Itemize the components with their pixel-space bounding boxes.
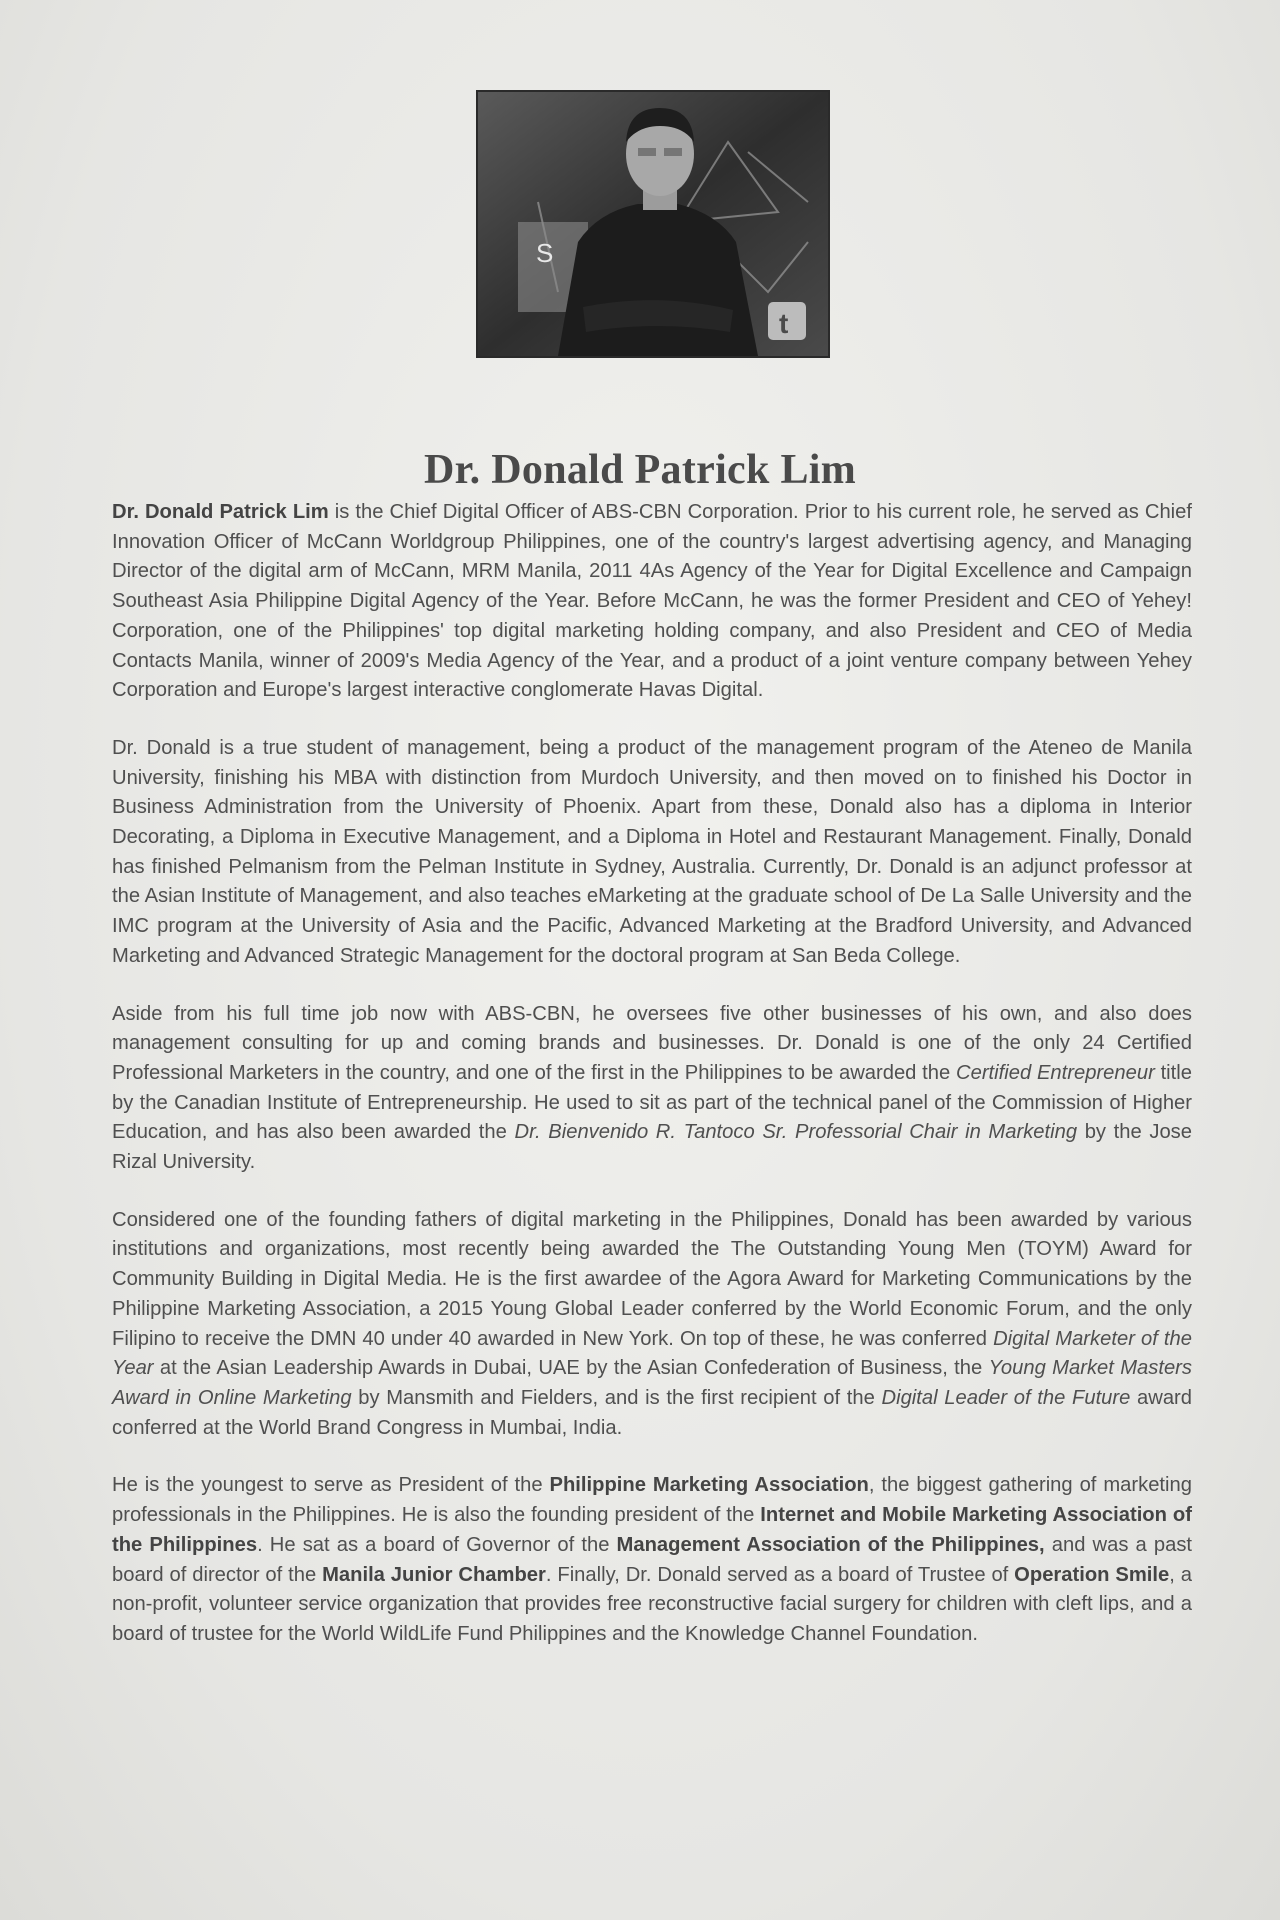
biography-text [112,498,1192,1678]
paragraph-4 [112,1206,1192,1444]
portrait-photo [476,90,830,358]
p4-italic-3: Digital Leader of the Future [881,1386,1131,1409]
p3-text-1: Aside from his full time job now with ABS-CBN, he oversees five other businesses of his own, and also does management consulting for up and coming brands and businesses. Dr. Donald is one of the only 24 Certified Professional Marketers in the country, and one of the first in the Philippines to be awarded the [112,1002,1192,1084]
paragraph-2: Dr. Donald is a true student of management, being a product of the management program of the Ateneo de Manila University, finishing his MBA with distinction from Murdoch University, and then moved on to finished his Doctor in Business Administration from the University of Phoenix. Apart from these, Donald also has a diploma in Interior Decorating, a Diploma in Executive Management, and a Diploma in Hotel and Restaurant Management. Finally, Donald has finished Pelmanism from the Pelman Institute in Sydney, Australia. Currently, Dr. Donald is an adjunct professor at the Asian Institute of Management, and also teaches eMarketing at the graduate school of De La Salle University and the IMC program at the University of Asia and the Pacific, Advanced Marketing at the Bradford University, and Advanced Marketing and Advanced Strategic Management for the doctoral program at San Beda College. [112,736,1192,967]
p5-text-3: . He sat as a board of Governor of the [257,1533,617,1556]
p5-bold-1: Philippine Marketing Association [549,1474,869,1497]
p5-text-5: . Finally, Dr. Donald served as a board of Trustee of [545,1563,1015,1586]
p4-text-3: by Mansmith and Fielders, and is the first recipient of the [351,1386,882,1409]
p5-bold-3: Management Association of the Philippines, [616,1533,1045,1556]
p3-text-2: title by the Canadian Institute of Entrepreneurship. He used to sit as part of the technical panel of the Commission of Higher Education, and has also been awarded the [112,1061,1192,1144]
p5-text-4: and was a past board of director of the [112,1533,1193,1586]
portrait-image [478,92,828,356]
paragraph-3 [112,1000,1192,1178]
sign-letter: S [536,238,554,268]
p5-text-1: He is the youngest to serve as President of the [112,1474,550,1497]
p4-text-1: Considered one of the founding fathers of digital marketing in the Philippines, Donald has been awarded by various institutions and organizations, most recently being awarded the The Outstanding Young Men (TOYM) Award for Community Building in Digital Media. He is the first awardee of the Agora Award for Marketing Communications by the Philippine Marketing Association, a 2015 Young Global Leader conferred by the World Economic Forum, and the only Filipino to receive the DMN 40 under 40 awarded in New York. On top of these, he was conferred [112,1208,1192,1350]
p4-italic-1: Digital Marketer of the Year [112,1327,1192,1380]
p4-italic-2: Young Market Masters Award in Online Marketing [112,1357,1193,1409]
name-bold: Dr. Donald Patrick Lim [112,501,329,523]
p5-bold-5: Operation Smile [1014,1563,1170,1586]
paragraph-5 [112,1471,1192,1649]
badge-letter: t [779,308,789,339]
paragraph-1-text: is the Chief Digital Officer of ABS-CBN Corporation. Prior to his current role, he served as Chief Innovation Officer of McCann Worldgroup Philippines, one of the country's largest advertising agency, and Managing Director of the digital arm of McCann, MRM Manila, 2011 4As Agency of the Year for Digital Excellence and Campaign Southeast Asia Philippine Digital Agency of the Year. Before McCann, he was the former President and CEO of Yehey! Corporation, one of the Philippines' top digital marketing holding company, and also President and CEO of Media Contacts Manila, winner of 2009's Media Agency of the Year, and a product of a joint venture company between Yehey Corporation and Europe's largest interactive conglomerate Havas Digital. [112,501,1193,702]
p3-text-3: by the Jose Rizal University. [112,1121,1192,1174]
page-title: Dr. Donald Patrick Lim [423,447,857,494]
p3-italic-2: Dr. Bienvenido R. Tantoco Sr. Professorial Chair in Marketing [514,1121,1078,1144]
p4-text-4: award conferred at the World Brand Congress in Mumbai, India. [112,1386,1193,1439]
p4-text-2: at the Asian Leadership Awards in Dubai, UAE by the Asian Confederation of Business, the [153,1357,989,1380]
p5-text-6: , a non-profit, volunteer service organization that provides free reconstructive facial surgery for children with cleft lips, and a board of trustee for the World WildLife Fund Philippines and the Knowledge Channel Foundation. [112,1563,1192,1645]
p3-italic-1: Certified Entrepreneur [956,1061,1155,1084]
p5-bold-4: Manila Junior Chamber [322,1563,546,1586]
p5-bold-2: Internet and Mobile Marketing Association of the Philippines [112,1504,1192,1556]
p5-text-2: , the biggest gathering of marketing professionals in the Philippines. He is also the founding president of the [112,1474,1192,1527]
paragraph-1 [112,498,1192,706]
